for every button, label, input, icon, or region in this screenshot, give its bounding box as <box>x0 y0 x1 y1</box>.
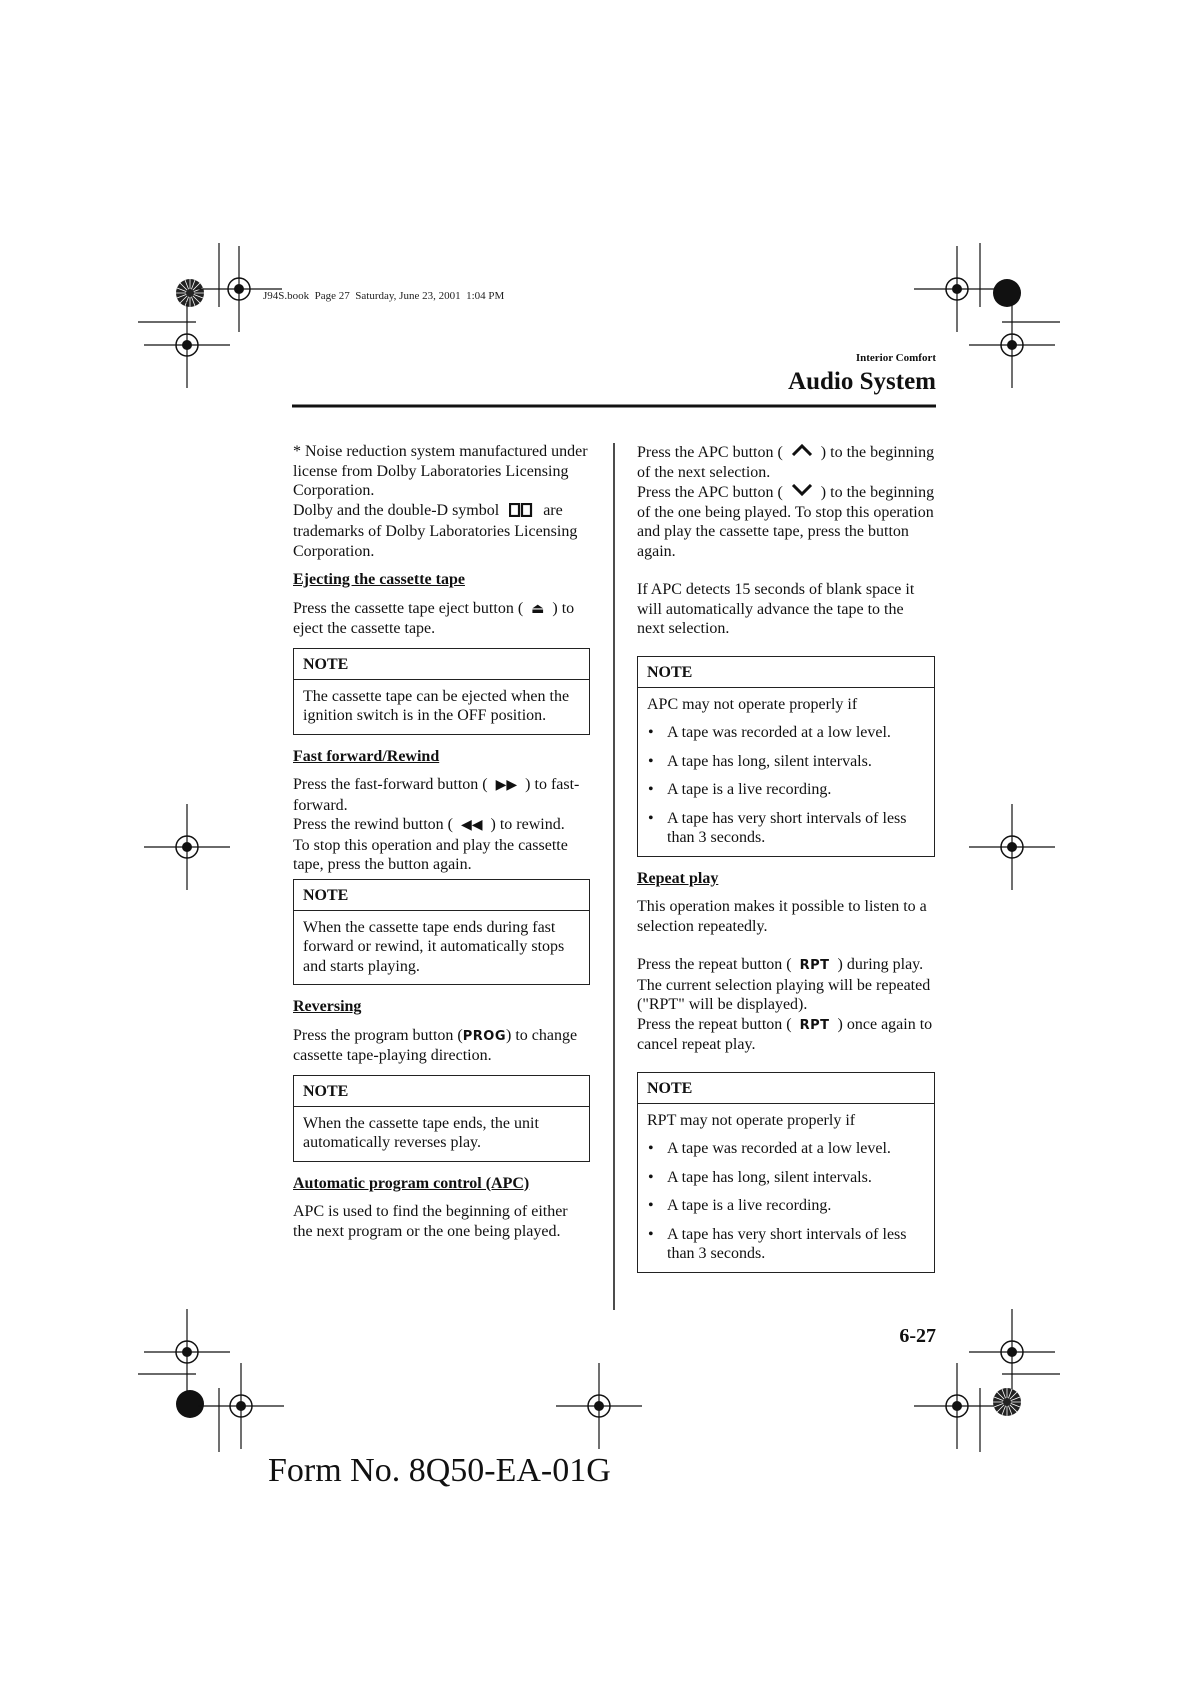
eject-note <box>293 648 590 735</box>
apc-text: APC is used to find the beginning of either the next program or the one being played. <box>293 1203 568 1240</box>
repeat-text-2 <box>637 955 935 1015</box>
page-title: Audio System <box>788 368 936 395</box>
apc-heading: Automatic program control (APC) <box>293 1174 530 1192</box>
note-label: NOTE <box>294 1076 589 1107</box>
note-intro: APC may not operate properly if <box>647 695 858 713</box>
rpt-button-label: RPT <box>799 1017 830 1033</box>
ffrew-text-2a: Press the rewind button ( <box>293 816 453 833</box>
apc-down-text <box>637 482 935 561</box>
eject-text <box>293 599 590 639</box>
left-column <box>293 442 590 1241</box>
page-number: 6-27 <box>899 1325 936 1347</box>
form-number: Form No. 8Q50-EA-01G <box>268 1452 611 1489</box>
note-label: NOTE <box>294 649 589 680</box>
solid-mark-bottom-left <box>176 1390 204 1418</box>
dolby-note-2 <box>293 501 590 562</box>
apc-up-text-a: Press the APC button ( <box>637 444 783 461</box>
ffrew-text-2b: ) to rewind. <box>490 816 565 833</box>
note-label: NOTE <box>294 880 589 911</box>
book-info: J94S.book Page 27 Saturday, June 23, 2001 1:04 PM <box>263 290 505 302</box>
burst-mark-bottom-right <box>993 1388 1021 1416</box>
apc-up-text-b: ) to the beginning of the next selection. <box>637 444 935 481</box>
repeat-text-2b: ) during play. The current selection playing will be repeated ("RPT" will be displayed). <box>637 956 931 1013</box>
crosshair-bottom-right <box>969 1309 1055 1395</box>
chevron-up-icon <box>791 442 813 462</box>
list-item: • A tape has very short intervals of less than 3 seconds. <box>647 809 925 848</box>
crosshair-top-right <box>914 246 1000 332</box>
dolby-double-d-icon <box>509 503 533 523</box>
reversing-text <box>293 1026 590 1066</box>
note-body <box>638 688 934 856</box>
dolby-note-2b: are trademarks of Dolby Laboratories Licensing Corporation. <box>293 501 578 560</box>
note-text: The cassette tape can be ejected when the ignition switch is in the OFF position. <box>303 687 570 724</box>
prog-button-label: PROG <box>462 1028 507 1044</box>
ffrew-text-3: To stop this operation and play the cassette tape, press the button again. <box>293 836 568 873</box>
apc-down-text-a: Press the APC button ( <box>637 484 783 501</box>
dolby-note-1: * Noise reduction system manufactured under license from Dolby Laboratories Licensing Corporation. <box>293 443 588 499</box>
note-label: NOTE <box>638 657 934 688</box>
apc-down-text-b: ) to the beginning of the one being played. To stop this operation and play the cassette tape, press the button again. <box>637 484 935 560</box>
repeat-heading: Repeat play <box>637 869 719 887</box>
rewind-icon: ◀◀ <box>460 817 483 833</box>
repeat-text-3a: Press the repeat button ( <box>637 1015 792 1033</box>
note-intro: RPT may not operate properly if <box>647 1111 856 1129</box>
reversing-heading: Reversing <box>293 998 362 1015</box>
eject-heading: Ejecting the cassette tape <box>293 571 465 588</box>
list-item: • A tape was recorded at a low level. <box>647 723 925 743</box>
apc-up-text <box>637 442 935 482</box>
apc-note-list <box>647 723 925 848</box>
note-label: NOTE <box>638 1073 934 1104</box>
ffrew-text-2 <box>293 815 590 836</box>
eject-text-a: Press the cassette tape eject button ( <box>293 599 524 617</box>
ffrew-text-1b: ) to fast-forward. <box>293 776 580 814</box>
rpt-note <box>637 1072 935 1273</box>
ffrew-heading: Fast forward/Rewind <box>293 747 440 765</box>
list-item: • A tape has long, silent intervals. <box>647 1168 925 1188</box>
crosshair-top-left <box>196 246 282 332</box>
solid-mark-top-right <box>993 279 1021 307</box>
crosshair-bottom-center <box>556 1363 642 1449</box>
ffrew-text-1a: Press the fast-forward button ( <box>293 776 488 793</box>
crosshair-mid-right <box>969 804 1055 890</box>
list-item: • A tape was recorded at a low level. <box>647 1139 925 1159</box>
ffrew-note <box>293 879 590 986</box>
list-item: • A tape is a live recording. <box>647 780 925 800</box>
list-item: • A tape has long, silent intervals. <box>647 752 925 772</box>
repeat-text-2a: Press the repeat button ( <box>637 956 792 973</box>
repeat-text-1: This operation makes it possible to listen to a selection repeatedly. <box>637 898 927 935</box>
crosshair-bottom-left-2 <box>198 1363 284 1449</box>
rpt-note-list <box>647 1139 925 1264</box>
list-item: • A tape has very short intervals of less than 3 seconds. <box>647 1225 925 1264</box>
apc-blank-text: If APC detects 15 seconds of blank space it will automatically advance the tape to the next selection. <box>637 581 915 637</box>
crosshair-mid-left <box>144 804 230 890</box>
dolby-note-2a: Dolby and the double-D symbol <box>293 501 500 519</box>
burst-mark-top-left <box>176 279 204 307</box>
apc-note <box>637 656 935 857</box>
repeat-text-3 <box>637 1015 935 1055</box>
section-label: Interior Comfort <box>855 352 936 364</box>
crosshair-bottom-right-2 <box>914 1363 1000 1449</box>
list-item: • A tape is a live recording. <box>647 1196 925 1216</box>
reversing-text-a: Press the program button ( <box>293 1026 463 1044</box>
right-column <box>637 442 935 1273</box>
crosshair-bottom-left <box>144 1309 230 1395</box>
eject-text-b: ) to eject the cassette tape. <box>293 599 575 637</box>
note-body <box>638 1104 934 1272</box>
chevron-down-icon <box>791 482 813 502</box>
ffrew-text-1 <box>293 775 590 815</box>
rpt-button-label: RPT <box>799 958 830 973</box>
eject-icon: ⏏ <box>531 600 545 617</box>
note-text: When the cassette tape ends, the unit automatically reverses play. <box>303 1114 539 1151</box>
crosshair-top-left-2 <box>144 302 230 388</box>
crosshair-top-right-2 <box>969 302 1055 388</box>
repeat-text-3b: ) once again to cancel repeat play. <box>637 1015 933 1053</box>
reversing-note <box>293 1075 590 1162</box>
note-text: When the cassette tape ends during fast forward or rewind, it automatically stops and starts playing. <box>303 918 565 975</box>
fast-forward-icon: ▶▶ <box>495 777 518 793</box>
reversing-text-b: ) to change cassette tape-playing direction. <box>293 1026 578 1064</box>
